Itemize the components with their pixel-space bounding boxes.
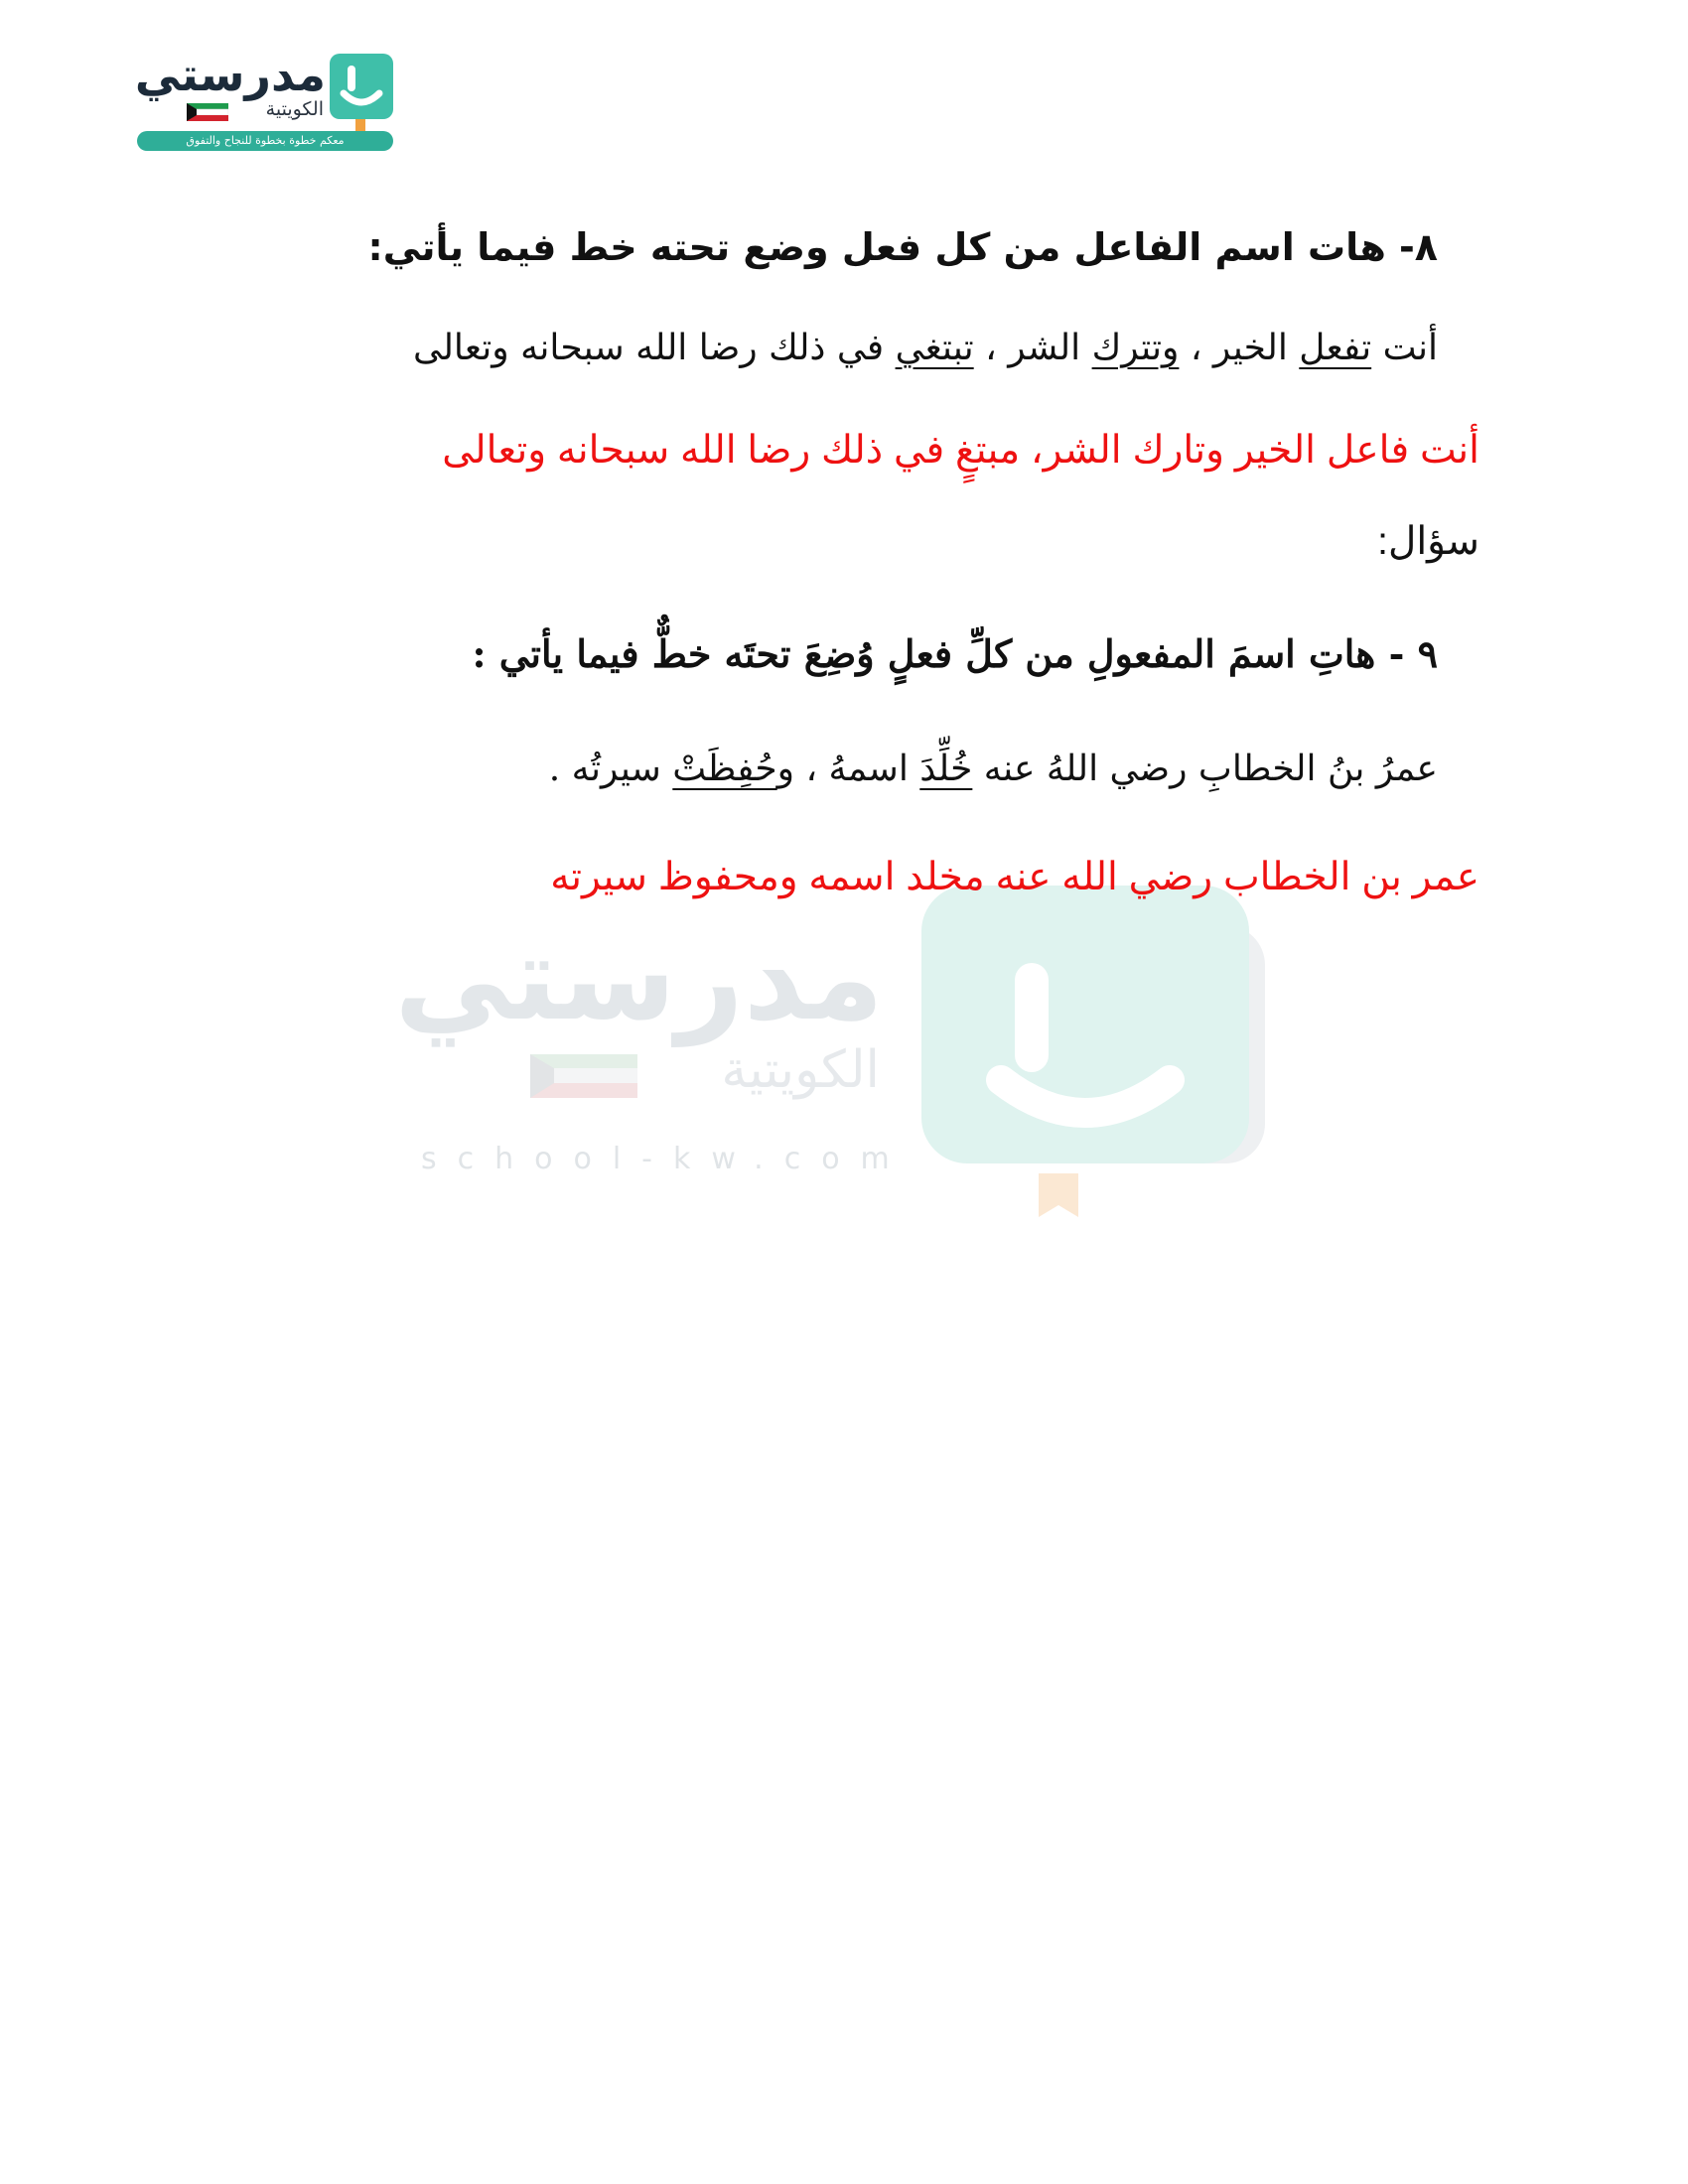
logo-title: مدرستي	[134, 48, 326, 101]
watermark-badge-icon	[921, 886, 1265, 1217]
sentence-part: عمرُ بنُ الخطابِ رضي اللهُ عنه	[972, 749, 1438, 789]
question-label: سؤال:	[1377, 520, 1479, 563]
question-8-heading: ٨- هات اسم الفاعل من كل فعل وضع تحته خط فيما يأتي:	[367, 225, 1438, 269]
question-8-answer: أنت فاعل الخير وتارك الشر، مبتغٍ في ذلك رضا الله سبحانه وتعالى	[442, 429, 1479, 472]
underlined-verb: حُفِظَتْ	[672, 749, 777, 789]
watermark-url: school-kw.com	[421, 1142, 911, 1176]
sentence-part: أنت	[1371, 328, 1438, 368]
underlined-verb: وتترك	[1091, 328, 1180, 368]
sentence-part: اسمهُ ، و	[776, 749, 920, 789]
underlined-verb: خُلِّدَ	[919, 749, 973, 789]
underlined-verb: تبتغي	[895, 328, 974, 368]
sentence-part: الشر ،	[973, 328, 1092, 368]
logo-tagline: معكم خطوة بخطوة للنجاح والتفوق	[137, 131, 393, 151]
underlined-verb: تفعل	[1299, 328, 1372, 368]
sentence-part: الخير ،	[1179, 328, 1300, 368]
sentence-part: في ذلك رضا الله سبحانه وتعالى	[412, 328, 896, 368]
school-logo	[134, 48, 393, 153]
question-9-answer: عمر بن الخطاب رضي الله عنه مخلد اسمه ومحفوظ سيرته	[550, 856, 1479, 898]
logo-subtitle: الكويتية	[265, 98, 324, 120]
kuwait-flag-icon	[187, 103, 228, 121]
sentence-part: سيرتُه .	[548, 749, 673, 789]
question-9-heading: ٩ - هاتِ اسمَ المفعولِ من كلِّ فعلٍ وُضِعَ تحتَه خطٌّ فيما يأتي :	[472, 631, 1438, 676]
question-9-sentence	[549, 745, 1438, 794]
question-8-sentence	[413, 324, 1438, 373]
watermark-flag-icon	[530, 1054, 637, 1098]
logo-badge-icon	[330, 54, 393, 119]
watermark-title: مدرستي	[394, 909, 884, 1046]
watermark-subtitle: الكويتية	[721, 1040, 880, 1100]
